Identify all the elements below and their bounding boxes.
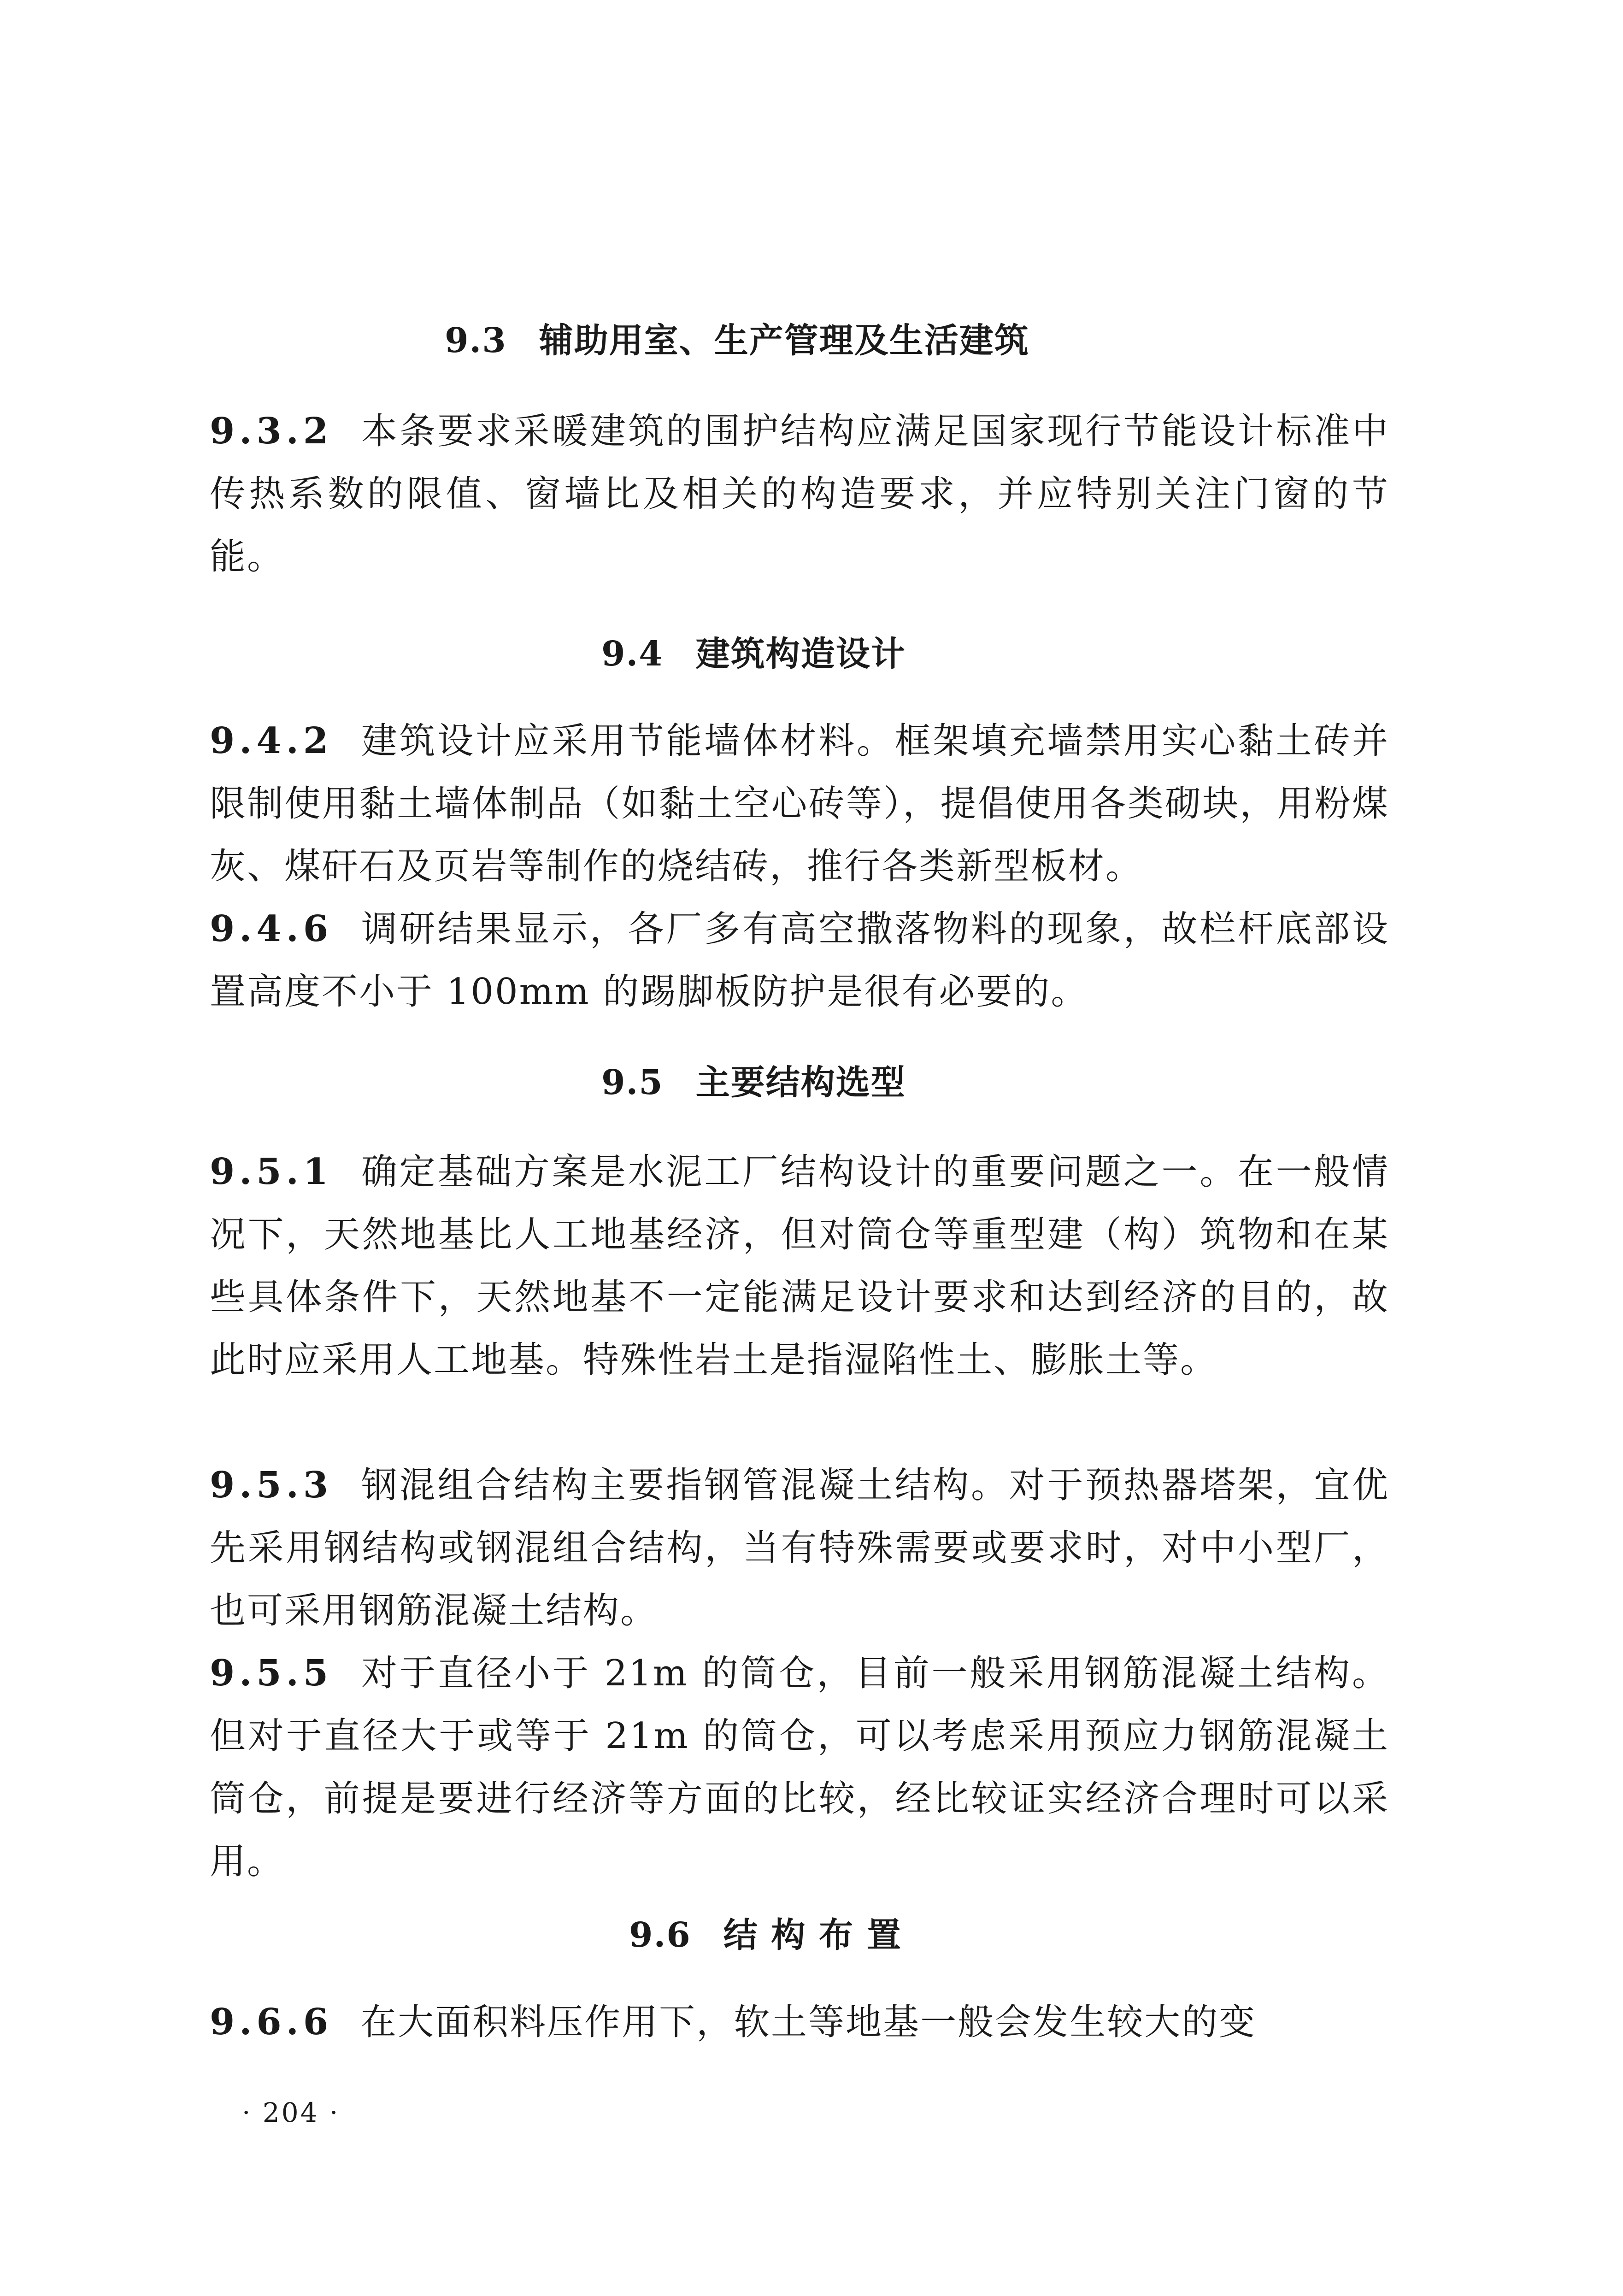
clause-number: 9.5.1 <box>210 1151 333 1193</box>
clause-9-4-6 <box>210 898 1389 1023</box>
section-number: 9.5 <box>601 1063 664 1102</box>
clause-number: 9.4.2 <box>210 720 333 762</box>
clause-9-5-3 <box>210 1454 1389 1642</box>
section-number: 9.6 <box>629 1915 691 1955</box>
section-number: 9.4 <box>601 634 664 674</box>
section-title: 辅助用室、生产管理及生活建筑 <box>539 321 1029 360</box>
clause-number: 9.5.3 <box>210 1464 333 1506</box>
clause-text: 确定基础方案是水泥工厂结构设计的重要问题之一。在一般情况下，天然地基比人工地基经济，但对筒仓等重型建（构）筑物和在某些具体条件下，天然地基不一定能满足设计要求和达到经济的目的，故此时应采用人工地基。特殊性岩土是指湿陷性土、膨胀土等。 <box>210 1151 1389 1381</box>
section-number: 9.3 <box>445 321 507 360</box>
clause-number: 9.5.5 <box>210 1652 333 1694</box>
section-title: 主要结构选型 <box>695 1063 906 1102</box>
clause-number: 9.3.2 <box>210 410 333 452</box>
section-heading-9-3 <box>445 313 1029 362</box>
section-heading-9-6 <box>629 1908 902 1957</box>
clause-text: 钢混组合结构主要指钢管混凝土结构。对于预热器塔架，宜优先采用钢结构或钢混组合结构，当有特殊需要或要求时，对中小型厂，也可采用钢筋混凝土结构。 <box>210 1465 1389 1631</box>
section-title: 建筑构造设计 <box>695 634 906 674</box>
clause-9-5-5 <box>210 1642 1389 1893</box>
clause-text: 建筑设计应采用节能墙体材料。框架填充墙禁用实心黏土砖并限制使用黏土墙体制品（如黏土空心砖等），提倡使用各类砌块，用粉煤灰、煤矸石及页岩等制作的烧结砖，推行各类新型板材。 <box>210 720 1389 887</box>
clause-9-5-1 <box>210 1141 1389 1391</box>
clause-text: 在大面积料压作用下，软土等地基一般会发生较大的变 <box>360 2002 1257 2043</box>
section-title: 结 构 布 置 <box>723 1915 902 1955</box>
clause-text: 调研结果显示，各厂多有高空撒落物料的现象，故栏杆底部设置高度不小于 100mm 的踢脚板防护是很有必要的。 <box>210 908 1389 1013</box>
clause-text: 对于直径小于 21m 的筒仓，目前一般采用钢筋混凝土结构。但对于直径大于或等于 21m 的筒仓，可以考虑采用预应力钢筋混凝土筒仓，前提是要进行经济等方面的比较，经比较证实经济合理时可以采用。 <box>210 1653 1389 1882</box>
clause-number: 9.6.6 <box>210 2001 333 2043</box>
clause-9-4-2 <box>210 710 1389 898</box>
page-number: · 204 · <box>242 2097 340 2128</box>
section-heading-9-5 <box>601 1055 906 1104</box>
clause-9-3-2 <box>210 400 1389 588</box>
clause-text: 本条要求采暖建筑的围护结构应满足国家现行节能设计标准中传热系数的限值、窗墙比及相关的构造要求，并应特别关注门窗的节能。 <box>210 411 1389 577</box>
clause-number: 9.4.6 <box>210 908 333 950</box>
section-heading-9-4 <box>601 627 906 676</box>
clause-9-6-6 <box>210 1991 1389 2054</box>
